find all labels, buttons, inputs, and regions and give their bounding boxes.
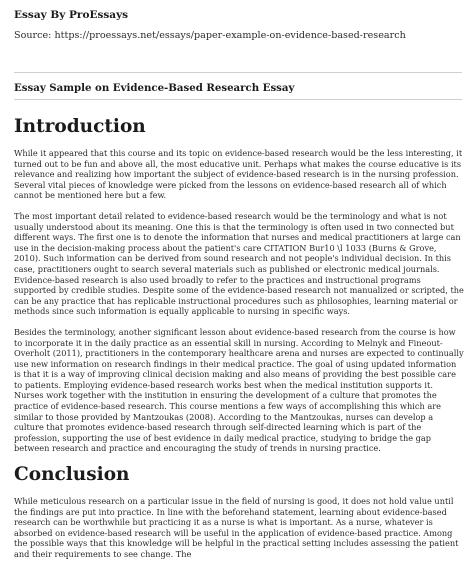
header-divider-top (14, 72, 462, 73)
source-label: Source: (14, 30, 55, 41)
intro-paragraph-2: The most important detail related to evidence-based research would be the terminology and what is not usually understood about its meaning. One this is that the terminology is often used in two connected but different ways. The first one is to denote the information that nurses and medical practitioners at large can use in the decision-making process about the patient's care CITATION Bur10 \l 1033 (Burns & Grove, 2010). Such information can be derived from sound research and not people's individual decision. In this case, practitioners ought to search several materials such as published or electronic medical journals. Evidence-based research is also used broadly to refer to the practices and instructional programs supported by credible studies. Despite some of the evidence-based research not manualized or scripted, the can be any practice that has replicable instructional procedures such as philosophies, learning material or methods since such information is equally applicable to nursing in specific ways. (14, 210, 464, 317)
header-divider-bottom (14, 99, 462, 100)
section-heading-conclusion: Conclusion (14, 464, 130, 486)
section-heading-introduction: Introduction (14, 116, 146, 137)
intro-paragraph-1: While it appeared that this course and its topic on evidence-based research would be the less interesting, it turned out to be fun and above all, the most educative unit. Perhaps what makes the course educative is its relevance and realizing how important the subject of evidence-based research is in the nursing profession. Several vital pieces of knowledge were picked from the lessons on evidence-based research all of which cannot be mentioned here but a few. (14, 148, 463, 201)
site-title: Essay By ProEssays (14, 9, 129, 21)
document-title: Essay Sample on Evidence-Based Research Essay (14, 82, 295, 94)
document-body (14, 116, 464, 570)
source-line (14, 30, 406, 41)
document-header (14, 0, 462, 72)
conclusion-paragraph-1: While meticulous research on a particular issue in the field of nursing is good, it does not hold value until the findings are put into practice. In line with the beforehand statement, learning about evidence-based research can be worthwhile but practicing it as a nurse is what is important. As a nurse, whatever is absorbed on evidence-based research will be useful in the application of evidence-based practice. Among the possible ways that this knowledge will be helpful in the practical setting includes assessing the patient and their requirements to see change. The (14, 496, 459, 559)
intro-paragraph-3: Besides the terminology, another significant lesson about evidence-based research from the course is how to incorporate it in the daily practice as an essential skill in nursing. According to Melnyk and Fineout-Overholt (2011), practitioners in the contemporary healthcare arena and nurses are expected to continually use new information on research findings in their medical practice. The goal of using updated information is that it is a way of improving clinical decision making and also means of providing the best possible care to patients. Employing evidence-based research works best when the medical institution supports it. Nurses work together with the institution in ensuring the development of a culture that promotes the practice of evidence-based research. This course mentions a few ways of accomplishing this which are similar to those provided by Mantzoukas (2008). According to the Mantzoukas, nurses can develop a culture that promotes evidence-based research through self-directed learning which is part of the profession, supporting the use of best evidence in daily medical practice, studying to bridge the gap between research and practice and encouraging the study of trends in nursing practice. (14, 326, 464, 454)
source-url: https://proessays.net/essays/paper-example-on-evidence-based-research (54, 30, 406, 41)
